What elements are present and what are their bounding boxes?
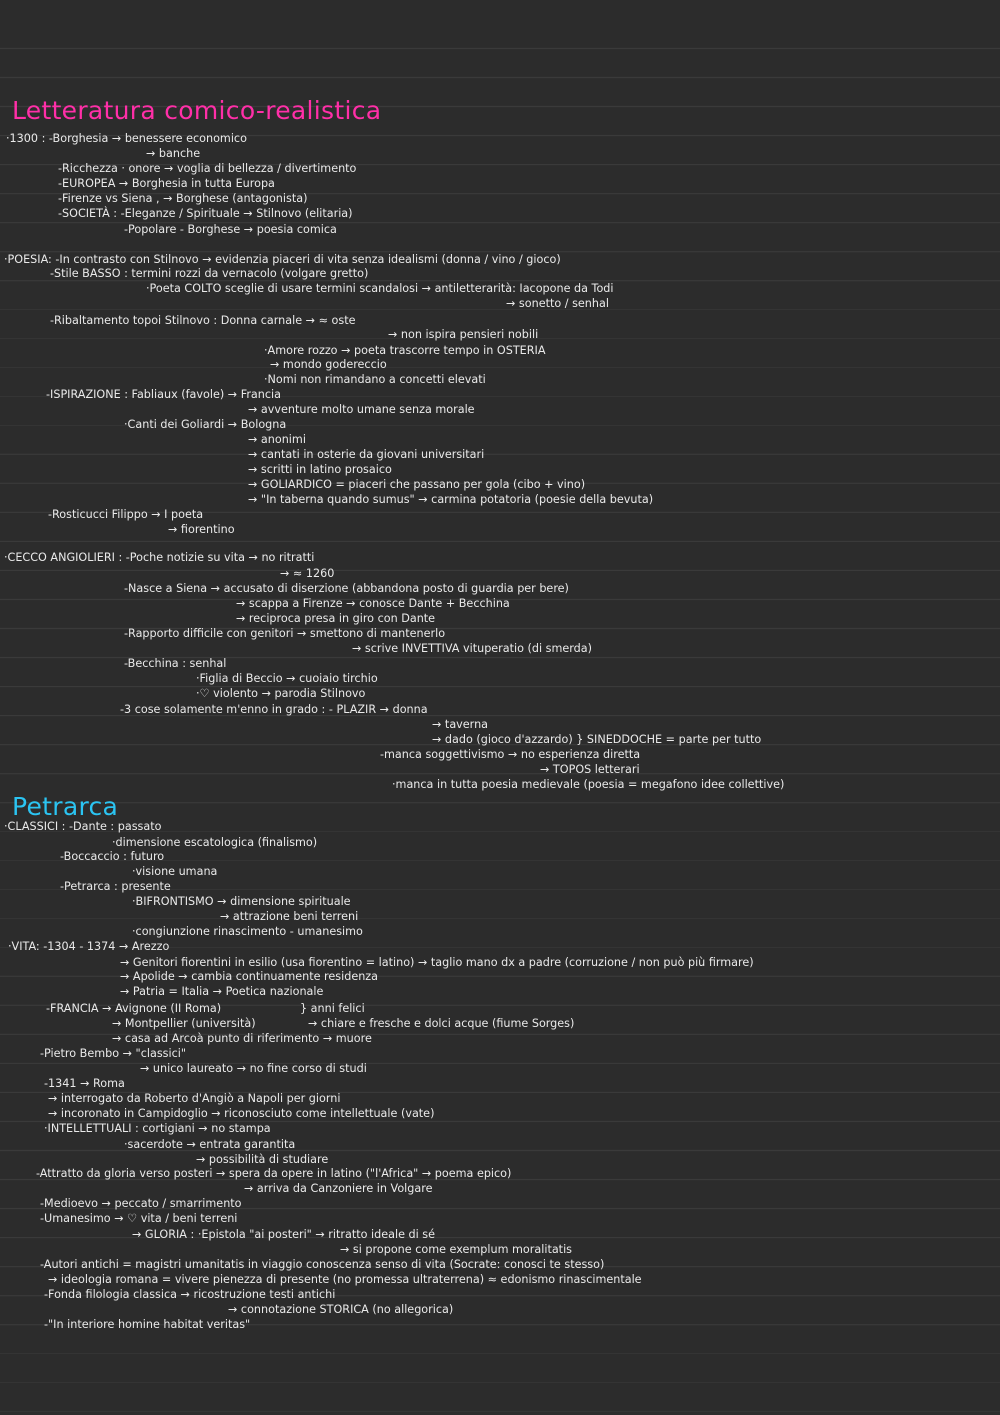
note-line: ·congiunzione rinascimento - umanesimo [132, 925, 363, 938]
note-line: → scappa a Firenze → conosce Dante + Becchina [236, 597, 510, 610]
note-line: ·dimensione escatologica (finalismo) [112, 836, 318, 849]
note-line: → taverna [432, 718, 489, 731]
note-line: ·CECCO ANGIOLIERI : -Poche notizie su vita → no ritratti [4, 551, 315, 564]
note-line: → dado (gioco d'azzardo) } SINEDDOCHE = parte per tutto [432, 733, 762, 746]
note-line: ·1300 : -Borghesia → benessere economico [6, 132, 247, 145]
note-line: ·VITA: -1304 - 1374 → Arezzo [8, 940, 170, 953]
note-line: ·sacerdote → entrata garantita [124, 1138, 296, 1151]
note-line: -Fonda filologia classica → ricostruzione testi antichi [44, 1288, 336, 1301]
note-line: → Apolide → cambia continuamente residenza [120, 970, 379, 983]
note-line: -Nasce a Siena → accusato di diserzione (abbandona posto di guardia per bere) [124, 582, 569, 595]
note-line: → non ispira pensieri nobili [388, 328, 539, 341]
note-line: -Petrarca : presente [60, 880, 171, 893]
note-line: } anni felici [300, 1002, 365, 1015]
note-line: → anonimi [248, 433, 306, 446]
note-line: → ≈ 1260 [280, 567, 335, 580]
note-line: → possibilità di studiare [196, 1153, 329, 1166]
note-line: ·Amore rozzo → poeta trascorre tempo in OSTERIA [264, 344, 546, 357]
note-line: -Umanesimo → ♡ vita / beni terreni [40, 1212, 238, 1225]
note-line: ·manca in tutta poesia medievale (poesia = megafono idee collettive) [392, 778, 785, 791]
note-line: -Rosticucci Filippo → I poeta [48, 508, 204, 521]
note-line: ·Canti dei Goliardi → Bologna [124, 418, 287, 431]
note-line: → Genitori fiorentini in esilio (usa fiorentino = latino) → taglio mano dx a padre (corruzione / non può più firmare) [120, 956, 754, 969]
note-line: -Attratto da gloria verso posteri → spera da opere in latino ("l'Africa" → poema epico) [36, 1167, 512, 1180]
note-line: ·POESIA: -In contrasto con Stilnovo → evidenzia piaceri di vita senza idealismi (donna / vino / gioco) [4, 253, 561, 266]
note-line: → ideologia romana = vivere pienezza di presente (no promessa ultraterrena) ≈ edonismo rinascimentale [48, 1273, 642, 1286]
note-line: → unico laureato → no fine corso di studi [140, 1062, 367, 1075]
note-line: → incoronato in Campidoglio → riconosciuto come intellettuale (vate) [48, 1107, 435, 1120]
note-line: → chiare e fresche e dolci acque (fiume Sorges) [308, 1017, 575, 1030]
title-letteratura-comico-realistica: Letteratura comico-realistica [12, 96, 382, 125]
note-line: -Stile BASSO : termini rozzi da vernacolo (volgare gretto) [50, 267, 369, 280]
note-line: -Autori antichi = magistri umanitatis in viaggio conoscenza senso di vita (Socrate: conosci te stesso) [40, 1258, 605, 1271]
note-line: -FRANCIA → Avignone (II Roma) [46, 1002, 222, 1015]
note-line: → cantati in osterie da giovani universitari [248, 448, 485, 461]
note-line: -1341 → Roma [44, 1077, 125, 1090]
note-line: → GLORIA : ·Epistola "ai posteri" → ritratto ideale di sé [132, 1228, 436, 1241]
note-line: -3 cose solamente m'enno in grado : - PLAZIR → donna [120, 703, 428, 716]
note-line: → sonetto / senhal [506, 297, 609, 310]
note-line: -SOCIETÀ : -Eleganze / Spirituale → Stilnovo (elitaria) [58, 207, 353, 220]
note-line: → arriva da Canzoniere in Volgare [244, 1182, 433, 1195]
note-line: -"In interiore homine habitat veritas" [44, 1318, 251, 1331]
note-line: → Montpellier (università) [112, 1017, 256, 1030]
note-line: -Medioevo → peccato / smarrimento [40, 1197, 242, 1210]
title-petrarca: Petrarca [12, 792, 119, 821]
note-line: -Boccaccio : futuro [60, 850, 165, 863]
note-line: -Popolare - Borghese → poesia comica [124, 223, 337, 236]
note-line: → casa ad Arcoà punto di riferimento → muore [112, 1032, 372, 1045]
note-line: → attrazione beni terreni [220, 910, 359, 923]
note-line: → mondo godereccio [270, 358, 387, 371]
note-line: ·visione umana [132, 865, 218, 878]
note-line: ·♡ violento → parodia Stilnovo [196, 687, 366, 700]
note-line: -EUROPEA → Borghesia in tutta Europa [58, 177, 275, 190]
note-line: -Rapporto difficile con genitori → smettono di mantenerlo [124, 627, 446, 640]
note-line: → scrive INVETTIVA vituperatio (di smerda) [352, 642, 592, 655]
note-line: → scritti in latino prosaico [248, 463, 392, 476]
note-line: ·Poeta COLTO sceglie di usare termini scandalosi → antiletterarità: Iacopone da Todi [146, 282, 614, 295]
note-line: -manca soggettivismo → no esperienza diretta [380, 748, 641, 761]
note-line: -Ricchezza · onore → voglia di bellezza / divertimento [58, 162, 357, 175]
note-line: → banche [146, 147, 201, 160]
note-line: → avventure molto umane senza morale [248, 403, 475, 416]
note-line: → "In taberna quando sumus" → carmina potatoria (poesie della bevuta) [248, 493, 654, 506]
note-line: ·Nomi non rimandano a concetti elevati [264, 373, 486, 386]
note-line: → reciproca presa in giro con Dante [236, 612, 436, 625]
note-line: → GOLIARDICO = piaceri che passano per gola (cibo + vino) [248, 478, 586, 491]
note-line: -ISPIRAZIONE : Fabliaux (favole) → Francia [46, 388, 281, 401]
note-line: → TOPOS letterari [540, 763, 640, 776]
note-line: ·Figlia di Beccio → cuoiaio tirchio [196, 672, 378, 685]
note-line: → connotazione STORICA (no allegorica) [228, 1303, 454, 1316]
note-line: ·BIFRONTISMO → dimensione spirituale [132, 895, 351, 908]
note-line: → fiorentino [168, 523, 235, 536]
note-line: ·INTELLETTUALI : cortigiani → no stampa [44, 1122, 271, 1135]
note-line: -Pietro Bembo → "classici" [40, 1047, 186, 1060]
note-line: -Firenze vs Siena , → Borghese (antagonista) [58, 192, 308, 205]
note-line: → si propone come exemplum moralitatis [340, 1243, 573, 1256]
note-line: → interrogato da Roberto d'Angiò a Napoli per giorni [48, 1092, 341, 1105]
note-line: ·CLASSICI : -Dante : passato [4, 820, 162, 833]
note-line: → Patria = Italia → Poetica nazionale [120, 985, 324, 998]
note-line: -Ribaltamento topoi Stilnovo : Donna carnale → ≈ oste [50, 314, 356, 327]
note-line: -Becchina : senhal [124, 657, 227, 670]
